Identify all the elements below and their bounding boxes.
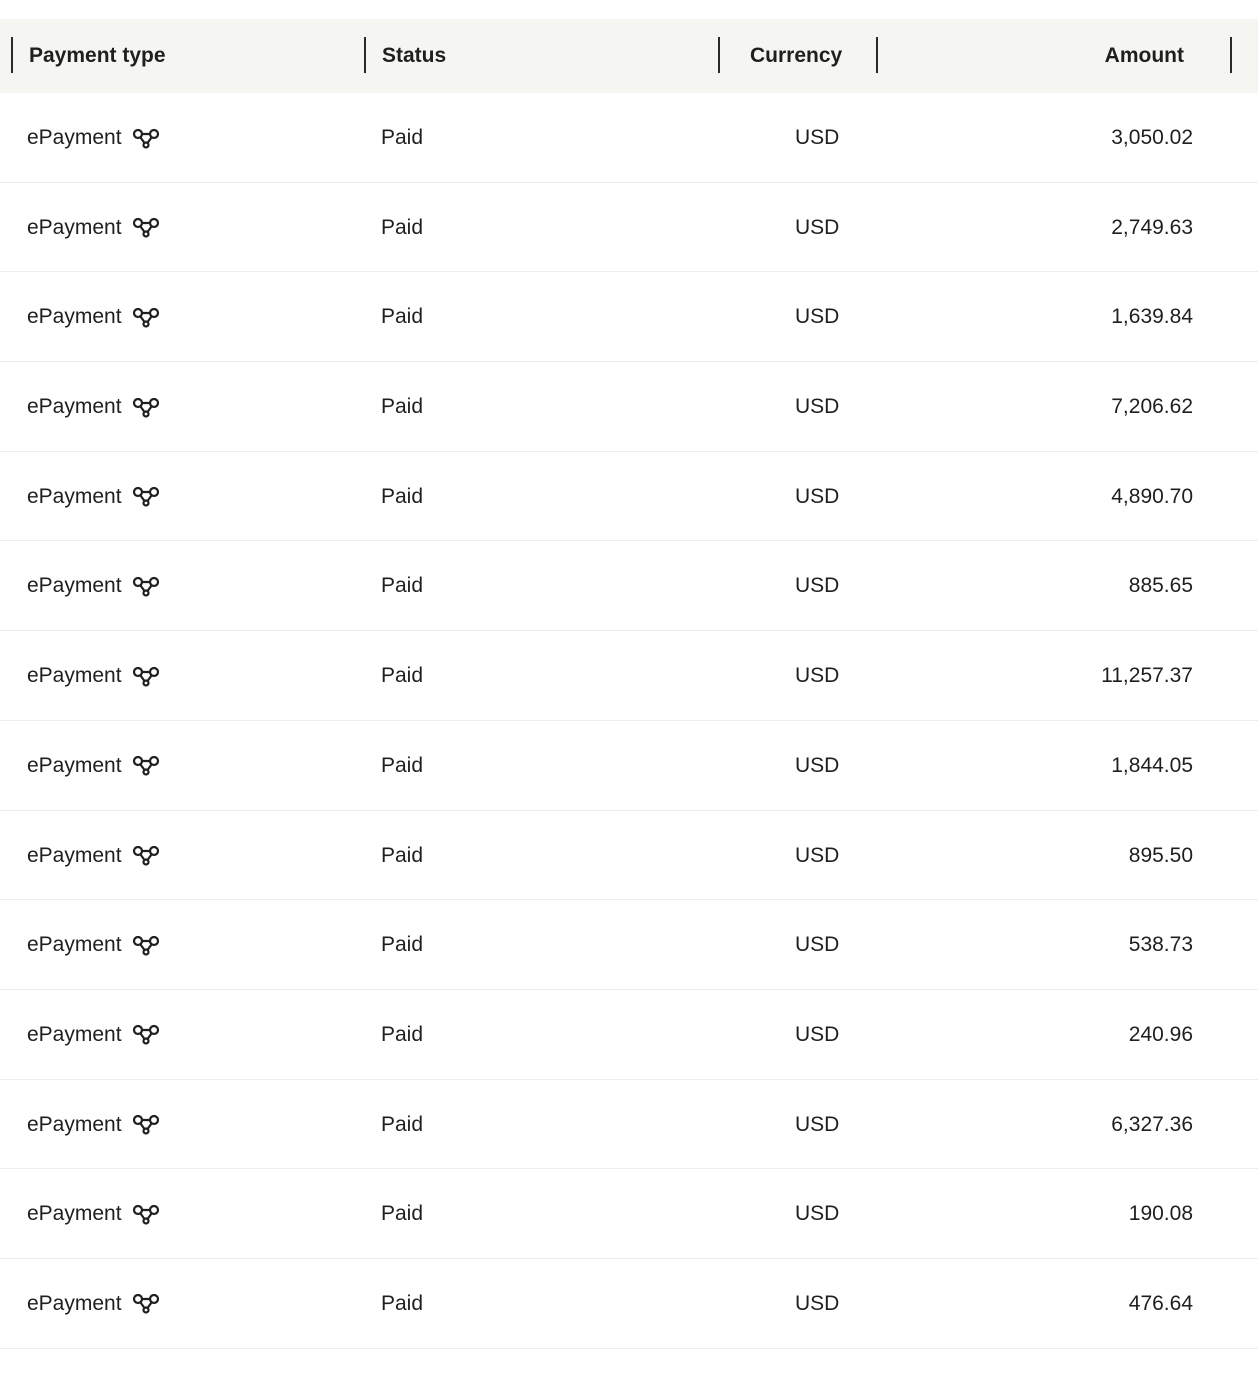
amount-cell: 6,327.36 xyxy=(1111,1112,1193,1136)
payment-type-cell xyxy=(27,272,160,361)
payment-network-icon xyxy=(132,395,160,419)
currency-cell: USD xyxy=(795,395,840,419)
payment-type-cell xyxy=(27,1259,160,1348)
currency-cell: USD xyxy=(795,933,840,957)
status-cell: Paid xyxy=(381,1112,424,1136)
payment-type-label: ePayment xyxy=(27,305,122,329)
payment-type-cell xyxy=(27,1169,160,1258)
status-cell: Paid xyxy=(381,1022,424,1046)
status-cell: Paid xyxy=(381,753,424,777)
currency-cell: USD xyxy=(795,664,840,688)
payment-type-label: ePayment xyxy=(27,1202,122,1226)
payment-network-icon xyxy=(132,753,160,777)
status-cell: Paid xyxy=(381,305,424,329)
amount-cell: 885.65 xyxy=(1128,574,1193,598)
payment-type-cell xyxy=(27,452,160,541)
payment-type-cell xyxy=(27,1080,160,1169)
table-row[interactable] xyxy=(0,93,1258,183)
payment-type-cell xyxy=(27,541,160,630)
payment-type-cell xyxy=(27,811,160,900)
payment-network-icon xyxy=(132,1202,160,1226)
payment-network-icon xyxy=(132,215,160,239)
table-row[interactable] xyxy=(0,1080,1258,1170)
payment-type-label: ePayment xyxy=(27,1291,122,1315)
amount-cell: 2,749.63 xyxy=(1111,215,1193,239)
table-row[interactable] xyxy=(0,272,1258,362)
payment-network-icon xyxy=(132,574,160,598)
payment-network-icon xyxy=(132,1112,160,1136)
table-row[interactable] xyxy=(0,811,1258,901)
currency-cell: USD xyxy=(795,1022,840,1046)
amount-cell: 4,890.70 xyxy=(1111,484,1193,508)
payment-type-label: ePayment xyxy=(27,1022,122,1046)
currency-cell: USD xyxy=(795,215,840,239)
currency-cell: USD xyxy=(795,843,840,867)
payment-type-label: ePayment xyxy=(27,484,122,508)
amount-cell: 240.96 xyxy=(1128,1022,1193,1046)
payment-network-icon xyxy=(132,843,160,867)
status-cell: Paid xyxy=(381,395,424,419)
currency-cell: USD xyxy=(795,126,840,149)
amount-cell: 3,050.02 xyxy=(1111,126,1193,149)
amount-cell: 7,206.62 xyxy=(1111,395,1193,419)
amount-cell: 895.50 xyxy=(1128,843,1193,867)
status-cell: Paid xyxy=(381,126,424,149)
payment-network-icon xyxy=(132,1022,160,1046)
table-row[interactable] xyxy=(0,631,1258,721)
currency-cell: USD xyxy=(795,1112,840,1136)
payment-type-label: ePayment xyxy=(27,126,122,149)
status-cell: Paid xyxy=(381,574,424,598)
table-row[interactable] xyxy=(0,1169,1258,1259)
column-header-amount[interactable]: Amount xyxy=(1104,44,1184,67)
payment-type-cell xyxy=(27,721,160,810)
payment-type-cell xyxy=(27,631,160,720)
amount-cell: 11,257.37 xyxy=(1101,664,1193,688)
column-resize-handle[interactable] xyxy=(718,37,720,73)
payment-type-label: ePayment xyxy=(27,753,122,777)
payment-type-cell xyxy=(27,93,160,182)
column-header-payment-type[interactable]: Payment type xyxy=(29,44,166,67)
payment-type-cell xyxy=(27,900,160,989)
payments-table xyxy=(0,19,1258,1349)
column-resize-handle[interactable] xyxy=(11,37,13,73)
table-row[interactable] xyxy=(0,183,1258,273)
status-cell: Paid xyxy=(381,664,424,688)
status-cell: Paid xyxy=(381,1202,424,1226)
payment-network-icon xyxy=(132,1291,160,1315)
currency-cell: USD xyxy=(795,305,840,329)
status-cell: Paid xyxy=(381,484,424,508)
payment-type-cell xyxy=(27,183,160,272)
amount-cell: 190.08 xyxy=(1128,1202,1193,1226)
payment-network-icon xyxy=(132,484,160,508)
status-cell: Paid xyxy=(381,843,424,867)
table-header xyxy=(0,19,1258,93)
table-row[interactable] xyxy=(0,362,1258,452)
currency-cell: USD xyxy=(795,574,840,598)
status-cell: Paid xyxy=(381,933,424,957)
column-header-status[interactable]: Status xyxy=(382,44,447,67)
table-row[interactable] xyxy=(0,452,1258,542)
payment-type-label: ePayment xyxy=(27,933,122,957)
payment-type-label: ePayment xyxy=(27,1112,122,1136)
payment-type-label: ePayment xyxy=(27,664,122,688)
payment-network-icon xyxy=(132,664,160,688)
payment-type-label: ePayment xyxy=(27,843,122,867)
currency-cell: USD xyxy=(795,484,840,508)
currency-cell: USD xyxy=(795,753,840,777)
column-resize-handle[interactable] xyxy=(364,37,366,73)
amount-cell: 1,844.05 xyxy=(1111,753,1193,777)
payment-type-cell xyxy=(27,362,160,451)
status-cell: Paid xyxy=(381,1291,424,1315)
table-body xyxy=(0,93,1258,1349)
table-row[interactable] xyxy=(0,541,1258,631)
payment-network-icon xyxy=(132,305,160,329)
column-resize-handle[interactable] xyxy=(876,37,878,73)
table-row[interactable] xyxy=(0,1259,1258,1349)
payment-type-label: ePayment xyxy=(27,574,122,598)
amount-cell: 476.64 xyxy=(1128,1291,1193,1315)
table-row[interactable] xyxy=(0,900,1258,990)
status-cell: Paid xyxy=(381,215,424,239)
table-row[interactable] xyxy=(0,990,1258,1080)
payment-network-icon xyxy=(132,933,160,957)
currency-cell: USD xyxy=(795,1202,840,1226)
column-resize-handle[interactable] xyxy=(1230,37,1232,73)
payment-type-cell xyxy=(27,990,160,1079)
column-header-currency[interactable]: Currency xyxy=(750,44,843,67)
table-row[interactable] xyxy=(0,721,1258,811)
payment-type-label: ePayment xyxy=(27,215,122,239)
payment-network-icon xyxy=(132,126,160,150)
payment-type-label: ePayment xyxy=(27,395,122,419)
currency-cell: USD xyxy=(795,1291,840,1315)
amount-cell: 1,639.84 xyxy=(1111,305,1193,329)
amount-cell: 538.73 xyxy=(1128,933,1193,957)
